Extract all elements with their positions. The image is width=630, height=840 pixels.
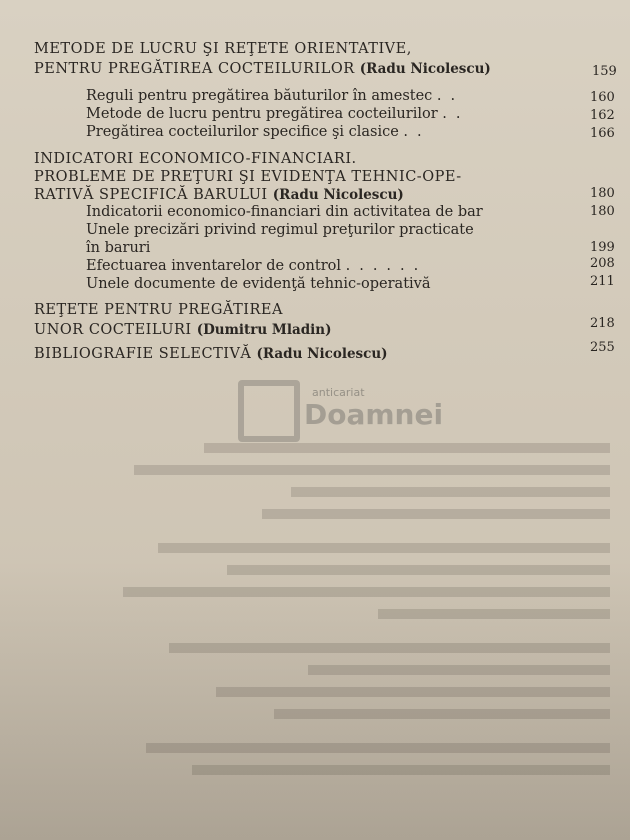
toc-subentry: Reguli pentru pregătirea băuturilor în amestec .. — [86, 88, 465, 104]
toc-heading-text: PENTRU PREGĂTIREA COCTEILURILOR — [34, 61, 355, 77]
toc-page-number: 255 — [590, 340, 615, 355]
watermark-small-text: anticariat — [312, 386, 365, 399]
toc-heading-line: PROBLEME DE PREŢURI ŞI EVIDENŢA TEHNIC-OPE- — [34, 169, 462, 185]
toc-heading-line — [34, 61, 491, 77]
toc-heading-line: REŢETE PENTRU PREGĂTIREA — [34, 302, 283, 318]
toc-subentry: Efectuarea inventarelor de control ...... — [86, 258, 428, 274]
toc-subentry-text: Metode de lucru pentru pregătirea cocteilurilor — [86, 106, 438, 122]
toc-heading-text: UNOR COCTEILURI — [34, 322, 192, 338]
toc-page-number: 218 — [590, 316, 615, 331]
toc-subentry: Unele documente de evidenţă tehnic-operativă — [86, 276, 431, 292]
toc-page-number: 166 — [590, 126, 615, 141]
toc-subentry-continuation: în baruri — [86, 240, 151, 256]
toc-page-number: 208 — [590, 256, 615, 271]
toc-page-number: 180 — [590, 204, 615, 219]
toc-page-number: 160 — [590, 90, 615, 105]
toc-subentry-text: Pregătirea cocteilurilor specifice şi clasice — [86, 124, 399, 140]
toc-subentry: Metode de lucru pentru pregătirea cocteilurilor .. — [86, 106, 470, 122]
toc-heading-line — [34, 322, 331, 338]
toc-page-number: 211 — [590, 274, 615, 289]
toc-author: (Radu Nicolescu) — [272, 187, 404, 203]
toc-heading-line — [34, 187, 404, 203]
watermark-big-text: Doamnei — [304, 398, 444, 431]
toc-heading-text: RATIVĂ SPECIFICĂ BARULUI — [34, 187, 268, 203]
toc-heading-line — [34, 346, 388, 362]
toc-heading-text: BIBLIOGRAFIE SELECTIVĂ — [34, 346, 252, 362]
toc-heading-line: INDICATORI ECONOMICO-FINANCIARI. — [34, 151, 357, 167]
toc-subentry: Unele precizări privind regimul preţurilor practicate — [86, 222, 474, 238]
toc-subentry: Pregătirea cocteilurilor specifice şi clasice .. — [86, 124, 431, 140]
toc-author: (Dumitru Mladin) — [196, 322, 332, 338]
toc-subentry: Indicatorii economico-financiari din activitatea de bar — [86, 204, 483, 220]
toc-author: (Radu Nicolescu) — [256, 346, 388, 362]
toc-author: (Radu Nicolescu) — [359, 61, 491, 77]
toc-heading-line: METODE DE LUCRU ŞI REŢETE ORIENTATIVE, — [34, 41, 412, 57]
toc-subentry-text: Efectuarea inventarelor de control — [86, 258, 341, 274]
toc-subentry-text: Reguli pentru pregătirea băuturilor în amestec — [86, 88, 433, 104]
toc-page-number: 162 — [590, 108, 615, 123]
toc-page-number: 159 — [592, 64, 617, 79]
bleed-through-text — [30, 410, 610, 830]
toc-page-number: 180 — [590, 186, 615, 201]
toc-page-number: 199 — [590, 240, 615, 255]
